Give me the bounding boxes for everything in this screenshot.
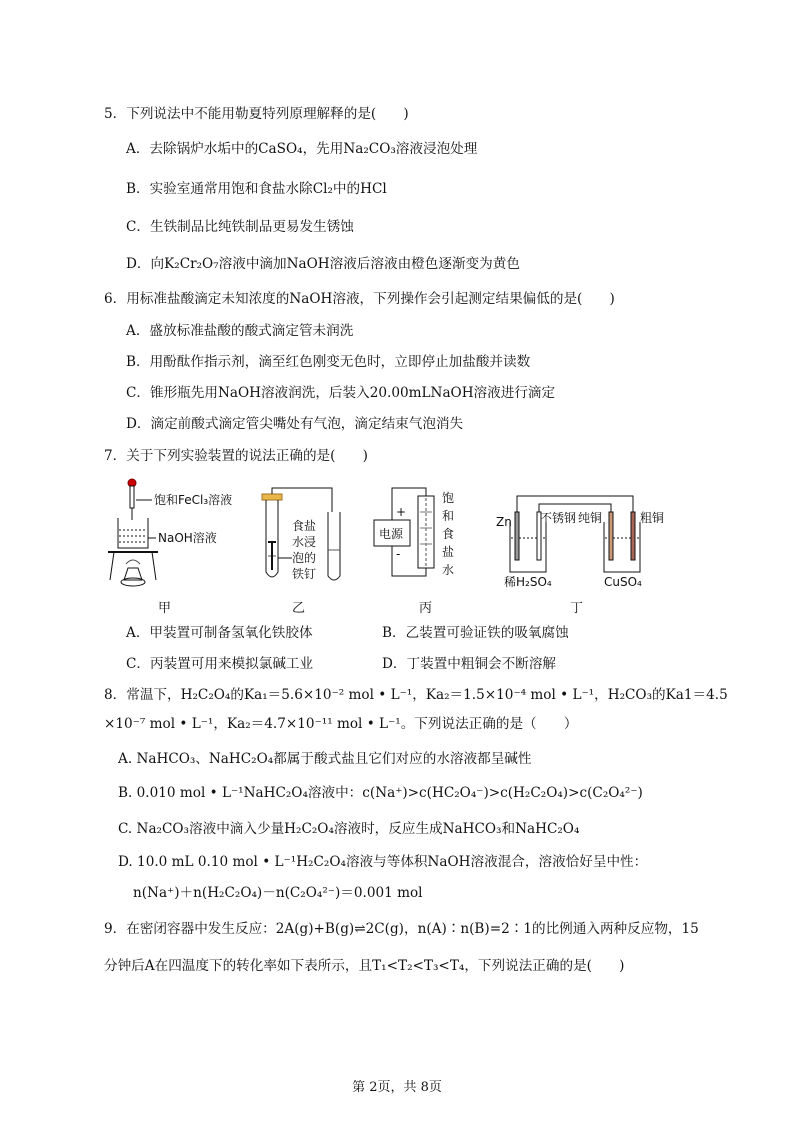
q5-option-c: C．生铁制品比纯铁制品更易发生锈蚀 [126, 219, 354, 235]
q9-stem-line2: 分钟后A在四温度下的转化率如下表所示，且T₁<T₂<T₃<T₄，下列说法正确的是( ) [104, 958, 625, 974]
q7-option-d: D．丁装置中粗铜会不断溶解 [382, 656, 557, 672]
rubber-stopper [262, 494, 282, 500]
bing-plus-label: + [396, 505, 407, 519]
ding-zn-label: Zn [496, 515, 512, 529]
q5-option-b: B．实验室通常用饱和食盐水除Cl₂中的HCl [126, 181, 387, 197]
q7-option-c: C．丙装置可用来模拟氯碱工业 [126, 656, 314, 672]
bing-label-2: 和 [442, 509, 455, 523]
q5-stem: 5．下列说法中不能用勒夏特列原理解释的是( ) [104, 106, 409, 122]
pure-copper-electrode [609, 512, 613, 560]
q6-option-b: B．用酚酞作指示剂，滴至红色刚变无色时，立即停止加盐酸并读数 [126, 354, 531, 370]
apparatus-svg [96, 472, 696, 612]
bing-label-3: 食 [442, 527, 455, 541]
caption-jia: 甲 [158, 601, 172, 616]
crude-copper-electrode [631, 512, 635, 560]
q8-option-a: A. NaHCO₃、NaHC₂O₄都属于酸式盐且它们对应的水溶液都呈碱性 [118, 751, 532, 767]
q7-option-a: A．甲装置可制备氢氧化铁胶体 [126, 625, 313, 641]
apparatus-ding [510, 496, 640, 572]
yi-label-4: 铁钉 [292, 567, 317, 581]
q8-option-c: C. Na₂CO₃溶液中滴入少量H₂C₂O₄溶液时，反应生成NaHCO₃和NaHC₂O₄ [118, 821, 580, 837]
q6-option-a: A．盛放标准盐酸的酸式滴定管未润洗 [126, 323, 354, 339]
apparatus-jia [108, 479, 158, 586]
yi-label-2: 水浸 [292, 535, 317, 549]
apparatus-figure [96, 472, 696, 612]
zn-electrode [515, 512, 519, 560]
yi-second-tube [328, 512, 340, 580]
ding-h2so4-label: 稀H₂SO₄ [504, 575, 552, 589]
q6-option-c: C．锥形瓶先用NaOH溶液润洗，后装入20.00mLNaOH溶液进行滴定 [126, 385, 556, 401]
dropper-tube [130, 486, 134, 508]
q7-option-b: B．乙装置可验证铁的吸氧腐蚀 [382, 625, 569, 641]
jia-label-fecl3: 饱和FeCl₃溶液 [154, 493, 233, 507]
q5-option-d: D．向K₂Cr₂O₇溶液中滴加NaOH溶液后溶液由橙色逐渐变为黄色 [126, 256, 520, 272]
page-footer: 第 2页，共 8页 [352, 1080, 442, 1095]
q6-stem: 6．用标准盐酸滴定未知浓度的NaOH溶液，下列操作会引起测定结果偏低的是( ) [104, 291, 615, 307]
ding-steel-label: 不锈钢 [540, 511, 577, 525]
bing-minus-label: - [396, 547, 401, 561]
jia-label-naoh: NaOH溶液 [158, 531, 217, 545]
q8-stem-line1: 8．常温下，H₂C₂O₄的Ka₁＝5.6×10⁻² mol • L⁻¹，Ka₂＝1.5×10⁻⁴ mol • L⁻¹，H₂CO₃的Ka1＝4.5 [104, 687, 728, 703]
yi-label-1: 食盐 [292, 519, 317, 533]
bing-label-1: 饱 [442, 491, 455, 505]
ding-pure-cu-label: 纯铜 [578, 511, 603, 525]
q7-stem: 7．关于下列实验装置的说法正确的是( ) [104, 448, 368, 464]
q8-option-d-line2: n(Na⁺)＋n(H₂C₂O₄)－n(C₂O₄²⁻)＝0.001 mol [133, 885, 423, 901]
electrolysis-column [418, 496, 434, 568]
ding-cuso4-label: CuSO₄ [604, 575, 642, 589]
bing-power-label: 电源 [379, 527, 404, 541]
caption-bing: 丙 [419, 601, 433, 616]
bing-label-4: 盐 [442, 545, 455, 559]
q8-option-d-line1: D. 10.0 mL 0.10 mol • L⁻¹H₂C₂O₄溶液与等体积NaOH溶液混合，溶液恰好呈中性： [118, 854, 648, 870]
q9-stem-line1: 9．在密闭容器中发生反应：2A(g)+B(g)⇌2C(g)，n(A)∶n(B)=2∶1的比例通入两种反应物，15 [104, 921, 699, 937]
ding-crude-cu-label: 粗铜 [640, 511, 665, 525]
bing-label-5: 水 [442, 563, 455, 577]
q8-stem-line2: ×10⁻⁷ mol • L⁻¹，Ka₂＝4.7×10⁻¹¹ mol • L⁻¹。下列说法正确的是（ ） [104, 716, 578, 732]
caption-yi: 乙 [292, 601, 306, 616]
q8-option-b: B. 0.010 mol • L⁻¹NaHC₂O₄溶液中：c(Na⁺)>c(HC₂O₄⁻)>c(H₂C₂O₄)>c(C₂O₄²⁻) [118, 785, 643, 801]
jia-beaker [118, 518, 148, 548]
q6-option-d: D．滴定前酸式滴定管尖嘴处有气泡，滴定结束气泡消失 [126, 416, 464, 432]
q5-option-a: A．去除锅炉水垢中的CaSO₄，先用Na₂CO₃溶液浸泡处理 [126, 141, 478, 157]
caption-ding: 丁 [570, 601, 584, 616]
yi-label-3: 泡的 [292, 551, 317, 565]
